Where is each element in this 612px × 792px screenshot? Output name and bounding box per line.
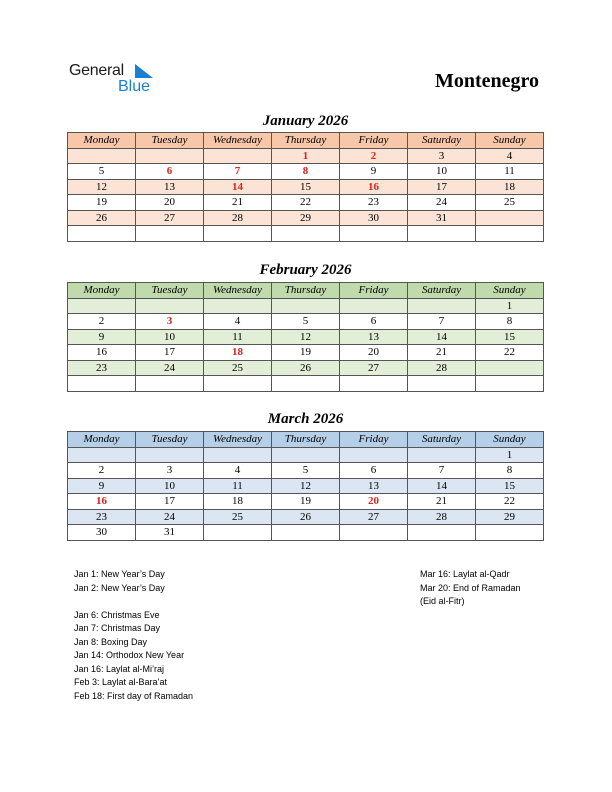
empty-day-cell (204, 525, 272, 541)
day-cell: 25 (476, 195, 544, 211)
day-cell: 11 (476, 164, 544, 180)
weekday-header: Friday (340, 283, 408, 299)
weekday-header: Sunday (476, 432, 544, 448)
empty-day-cell (136, 376, 204, 392)
empty-day-cell (340, 525, 408, 541)
week-row (68, 210, 544, 226)
week-row (68, 329, 544, 345)
day-cell: 4 (204, 314, 272, 330)
empty-day-cell (272, 447, 340, 463)
weekday-header: Monday (68, 432, 136, 448)
day-cell: 15 (476, 478, 544, 494)
day-cell: 1 (272, 148, 340, 164)
day-cell: 22 (272, 195, 340, 211)
empty-day-cell (272, 525, 340, 541)
day-cell: 14 (204, 179, 272, 195)
day-cell: 7 (408, 314, 476, 330)
day-cell: 24 (136, 360, 204, 376)
day-cell: 6 (136, 164, 204, 180)
week-row (68, 494, 544, 510)
day-cell: 1 (476, 447, 544, 463)
weekday-header: Tuesday (136, 432, 204, 448)
day-cell: 29 (272, 210, 340, 226)
empty-day-cell (408, 376, 476, 392)
weekday-header: Friday (340, 432, 408, 448)
day-cell: 26 (272, 360, 340, 376)
day-cell: 12 (272, 329, 340, 345)
holiday-note: Feb 18: First day of Ramadan (74, 690, 194, 701)
day-cell: 6 (340, 463, 408, 479)
weekday-header-row (68, 133, 544, 149)
holiday-note: Jan 7: Christmas Day (74, 623, 161, 633)
day-cell: 20 (340, 345, 408, 361)
day-cell: 5 (272, 463, 340, 479)
day-cell: 30 (68, 525, 136, 541)
month-title-january: January 2026 (262, 113, 349, 129)
day-cell: 25 (204, 509, 272, 525)
day-cell: 20 (136, 195, 204, 211)
day-cell: 1 (476, 298, 544, 314)
week-row (68, 226, 544, 242)
week-row (68, 478, 544, 494)
empty-day-cell (340, 376, 408, 392)
empty-day-cell (68, 447, 136, 463)
empty-day-cell (204, 148, 272, 164)
empty-day-cell (68, 226, 136, 242)
day-cell: 31 (136, 525, 204, 541)
day-cell: 25 (204, 360, 272, 376)
day-cell: 7 (408, 463, 476, 479)
weekday-header: Saturday (408, 133, 476, 149)
day-cell: 8 (272, 164, 340, 180)
day-cell: 9 (340, 164, 408, 180)
empty-day-cell (476, 360, 544, 376)
day-cell: 8 (476, 463, 544, 479)
day-cell: 21 (408, 345, 476, 361)
week-row (68, 179, 544, 195)
day-cell: 23 (340, 195, 408, 211)
weekday-header: Tuesday (136, 283, 204, 299)
day-cell: 28 (204, 210, 272, 226)
week-row (68, 463, 544, 479)
empty-day-cell (68, 148, 136, 164)
day-cell: 14 (408, 329, 476, 345)
empty-day-cell (136, 226, 204, 242)
holiday-note: Jan 2: New Year’s Day (74, 582, 165, 593)
day-cell: 17 (408, 179, 476, 195)
day-cell: 17 (136, 494, 204, 510)
weekday-header-row (68, 283, 544, 299)
day-cell: 8 (476, 314, 544, 330)
weekday-header: Saturday (408, 432, 476, 448)
week-row (68, 164, 544, 180)
day-cell: 9 (68, 329, 136, 345)
day-cell: 3 (136, 463, 204, 479)
calendar-february (67, 282, 544, 392)
day-cell: 10 (136, 478, 204, 494)
empty-day-cell (272, 298, 340, 314)
holiday-note: Mar 16: Laylat al-Qadr (420, 569, 510, 579)
country-title: Montenegro (434, 70, 539, 92)
day-cell: 7 (204, 164, 272, 180)
day-cell: 31 (408, 210, 476, 226)
holiday-note: Feb 3: Laylat al-Bara’at (74, 677, 168, 687)
week-row (68, 360, 544, 376)
empty-day-cell (340, 298, 408, 314)
day-cell: 13 (340, 329, 408, 345)
empty-day-cell (68, 376, 136, 392)
day-cell: 2 (340, 148, 408, 164)
day-cell: 19 (272, 345, 340, 361)
empty-day-cell (340, 226, 408, 242)
day-cell: 23 (68, 509, 136, 525)
brand-blue: Blue (118, 78, 151, 95)
empty-day-cell (476, 376, 544, 392)
day-cell: 2 (68, 314, 136, 330)
day-cell: 30 (340, 210, 408, 226)
day-cell: 22 (476, 345, 544, 361)
holiday-note: Mar 20: End of Ramadan (420, 582, 521, 593)
weekday-header: Sunday (476, 133, 544, 149)
day-cell: 21 (408, 494, 476, 510)
day-cell: 27 (340, 360, 408, 376)
day-cell: 16 (68, 345, 136, 361)
day-cell: 19 (68, 195, 136, 211)
day-cell: 23 (68, 360, 136, 376)
week-row (68, 298, 544, 314)
holiday-note (74, 595, 193, 609)
calendar-january (67, 132, 544, 242)
weekday-header-row (68, 432, 544, 448)
day-cell: 5 (68, 164, 136, 180)
day-cell: 4 (204, 463, 272, 479)
day-cell: 26 (68, 210, 136, 226)
brand-logo (69, 62, 169, 96)
weekday-header: Wednesday (204, 432, 272, 448)
day-cell: 24 (408, 195, 476, 211)
week-row (68, 447, 544, 463)
empty-day-cell (136, 148, 204, 164)
weekday-header: Thursday (272, 283, 340, 299)
weekday-header: Monday (68, 133, 136, 149)
day-cell: 22 (476, 494, 544, 510)
day-cell: 12 (272, 478, 340, 494)
empty-day-cell (204, 298, 272, 314)
empty-day-cell (408, 525, 476, 541)
empty-day-cell (476, 226, 544, 242)
weekday-header: Thursday (272, 133, 340, 149)
day-cell: 29 (476, 509, 544, 525)
weekday-header: Saturday (408, 283, 476, 299)
day-cell: 16 (340, 179, 408, 195)
empty-day-cell (204, 376, 272, 392)
empty-day-cell (476, 210, 544, 226)
day-cell: 28 (408, 509, 476, 525)
empty-day-cell (476, 525, 544, 541)
day-cell: 12 (68, 179, 136, 195)
day-cell: 10 (136, 329, 204, 345)
empty-day-cell (68, 298, 136, 314)
day-cell: 3 (136, 314, 204, 330)
day-cell: 2 (68, 463, 136, 479)
day-cell: 15 (476, 329, 544, 345)
weekday-header: Wednesday (204, 283, 272, 299)
month-title-march: March 2026 (267, 411, 344, 427)
day-cell: 11 (204, 478, 272, 494)
holiday-notes-right (420, 568, 521, 609)
day-cell: 27 (340, 509, 408, 525)
flag-triangle-icon (135, 64, 153, 78)
day-cell: 18 (204, 494, 272, 510)
holiday-note: Jan 8: Boxing Day (74, 636, 148, 647)
day-cell: 18 (204, 345, 272, 361)
weekday-header: Wednesday (204, 133, 272, 149)
day-cell: 18 (476, 179, 544, 195)
day-cell: 9 (68, 478, 136, 494)
day-cell: 10 (408, 164, 476, 180)
day-cell: 6 (340, 314, 408, 330)
empty-day-cell (408, 298, 476, 314)
empty-day-cell (408, 226, 476, 242)
holiday-note: (Eid al-Fitr) (420, 596, 465, 606)
empty-day-cell (408, 447, 476, 463)
day-cell: 28 (408, 360, 476, 376)
day-cell: 4 (476, 148, 544, 164)
empty-day-cell (272, 376, 340, 392)
empty-day-cell (204, 226, 272, 242)
day-cell: 26 (272, 509, 340, 525)
empty-day-cell (136, 298, 204, 314)
week-row (68, 148, 544, 164)
day-cell: 17 (136, 345, 204, 361)
holiday-note: Jan 14: Orthodox New Year (74, 650, 185, 660)
week-row (68, 345, 544, 361)
holiday-notes-left (74, 568, 193, 703)
empty-day-cell (136, 447, 204, 463)
empty-day-cell (204, 447, 272, 463)
holiday-note: Jan 16: Laylat al-Mi’raj (74, 663, 165, 674)
week-row (68, 525, 544, 541)
day-cell: 3 (408, 148, 476, 164)
day-cell: 21 (204, 195, 272, 211)
month-title-february: February 2026 (259, 262, 352, 278)
day-cell: 27 (136, 210, 204, 226)
empty-day-cell (272, 226, 340, 242)
weekday-header: Monday (68, 283, 136, 299)
brand-general: General (69, 62, 124, 79)
holiday-note: Jan 1: New Year’s Day (74, 569, 165, 579)
day-cell: 15 (272, 179, 340, 195)
day-cell: 19 (272, 494, 340, 510)
day-cell: 16 (68, 494, 136, 510)
day-cell: 5 (272, 314, 340, 330)
week-row (68, 376, 544, 392)
day-cell: 13 (136, 179, 204, 195)
week-row (68, 314, 544, 330)
day-cell: 24 (136, 509, 204, 525)
holiday-note: Jan 6: Christmas Eve (74, 609, 160, 620)
week-row (68, 195, 544, 211)
week-row (68, 509, 544, 525)
day-cell: 11 (204, 329, 272, 345)
weekday-header: Sunday (476, 283, 544, 299)
day-cell: 14 (408, 478, 476, 494)
weekday-header: Thursday (272, 432, 340, 448)
calendar-march (67, 431, 544, 541)
day-cell: 13 (340, 478, 408, 494)
day-cell: 20 (340, 494, 408, 510)
empty-day-cell (340, 447, 408, 463)
weekday-header: Tuesday (136, 133, 204, 149)
weekday-header: Friday (340, 133, 408, 149)
